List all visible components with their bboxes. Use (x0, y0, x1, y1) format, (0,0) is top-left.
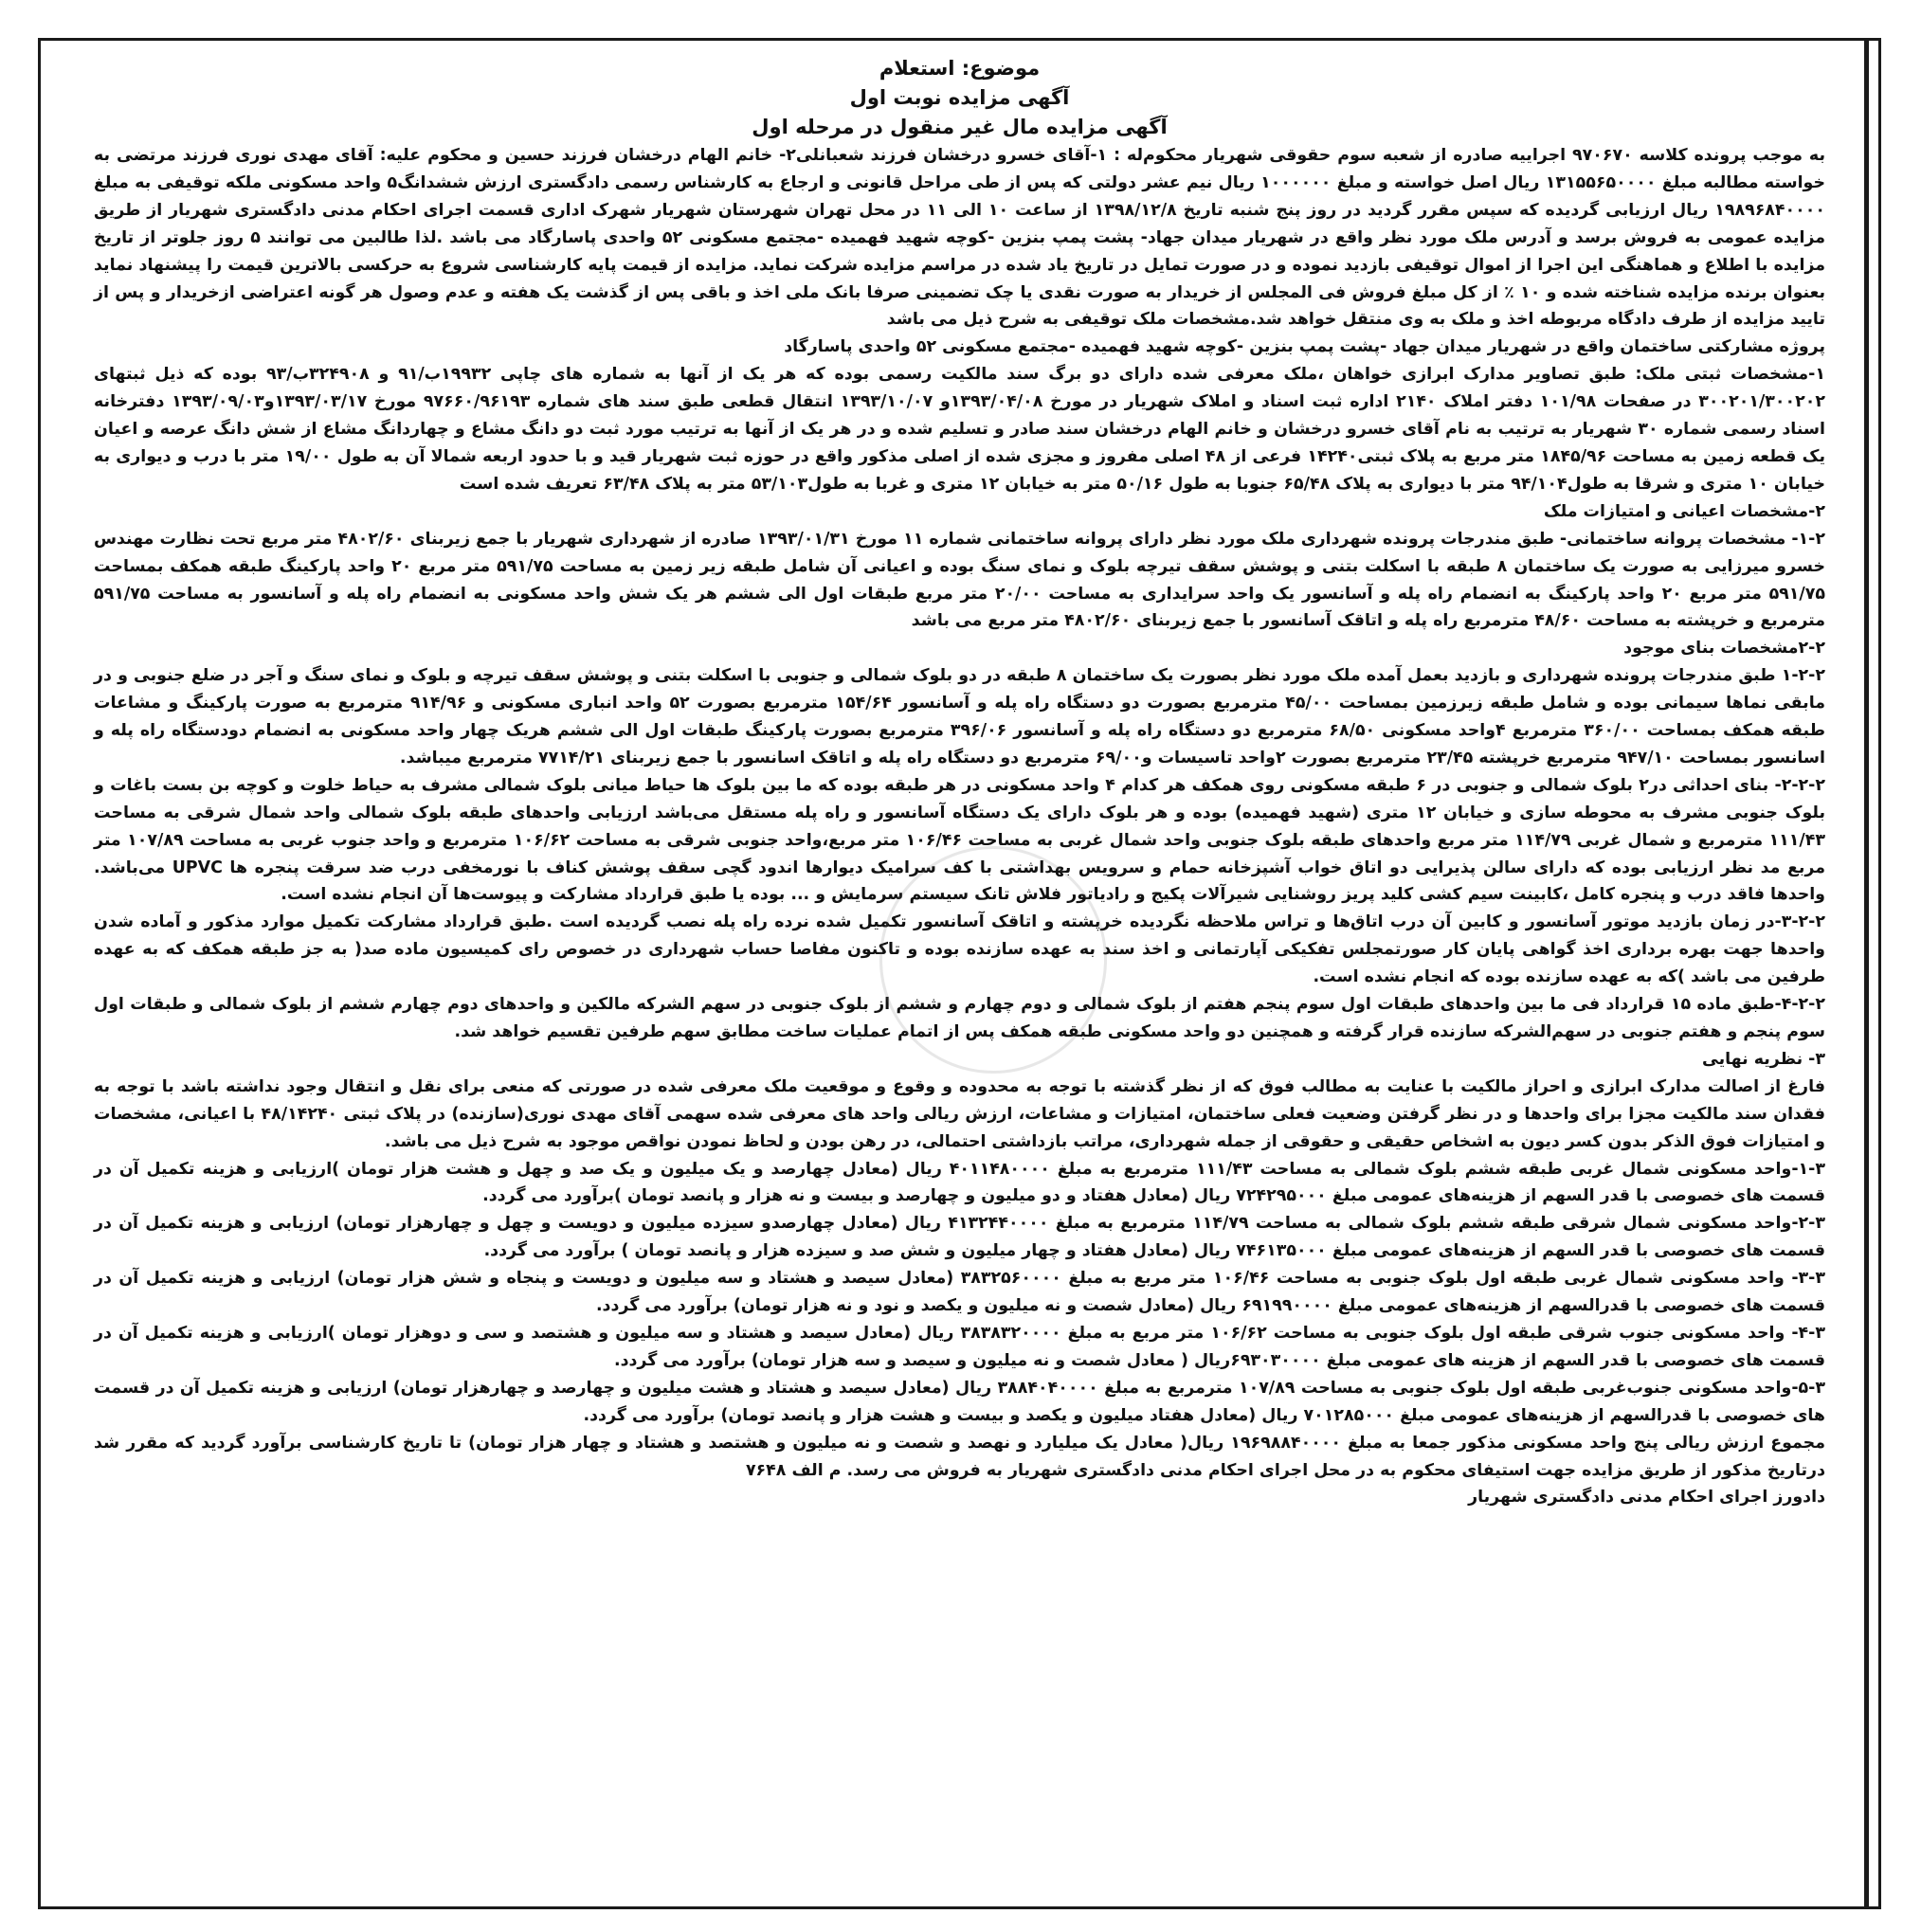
existing-building-details: ۱-۲-۲ طبق مندرجات پرونده شهرداری و بازدید بعمل آمده ملک مورد نظر بصورت یک ساختمان ۸ طبقه در دو بلوک شمالی و جنوبی با اسکلت بتنی و پوشش سقف تیرچه و بلوک و نمای سنگ و آجر در ضلع جنوبی و در مابقی نماها سیمانی بوده و شامل طبقه زیرزمین بمساحت ۴۵/۰۰ مترمربع بصورت دو دستگاه راه پله و آسانسور ۱۵۴/۶۴ مترمربع بصورت ۵۲ واحد انباری مسکونی و ۹۱۴/۹۶ مترمربع به صورت پارکینگ و مشاعات طبقه همکف بمساحت ۳۶۰/۰۰ مترمربع ۴واحد مسکونی ۶۸/۵۰ مترمربع دو دستگاه راه پله و آسانسور ۳۹۶/۰۶ مترمربع بصورت پارکینگ طبقات اول الی ششم هریک چهار واحد مسکونی به انضمام دودستگاه راه پله و اسانسور بمساحت ۹۴۷/۱۰ مترمربع خرپشته ۲۳/۴۵ مترمربع بصورت ۲واحد تاسیسات و۶۹/۰۰ مترمربع دو دستگاه راه پله و اتاقک اسانسور با جمع زیربنای ۷۷۱۴/۲۱ مترمربع میباشد. (94, 666, 1826, 767)
unit-valuation-1: ۱-۳-واحد مسکونی شمال غربی طبقه ششم بلوک شمالی به مساحت ۱۱۱/۴۳ مترمربع به مبلغ ۴۰۱۱۴۸۰۰۰۰ ریال (معادل چهارصد و یک میلیون و یک صد و چهل و هشت هزار تومان )ارزیابی و هزینه تکمیل آن در قسمت های خصوصی با قدر السهم از هزینه‌های عمومی مبلغ ۷۲۴۲۹۵۰۰۰ ریال (معادل هفتاد و دو میلیون و چهارصد و بیست و نه هزار و پانصد تومان )برآورد می گردد. (94, 1159, 1825, 1206)
blocks-description: ۲-۲-۲- بنای احداثی در۲ بلوک شمالی و جنوبی در ۶ طبقه مسکونی روی همکف هر کدام ۴ واحد مسکونی در هر طبقه بوده که ما بین بلوک ها حیاط میانی بلوک شمالی مشرف به حیاط خلوت و کوچه بن بست باغات و بلوک جنوبی مشرف به محوطه سازی و خیابان ۱۲ متری (شهید فهمیده) بوده و هر بلوک دارای یک دستگاه آسانسور و راه پله مستقل می‌باشد ارزیابی واحدهای طبقه بلوک شمالی واحد شمال شرقی به مساحت ۱۱۱/۴۳ مترمربع و شمال غربی ۱۱۴/۷۹ متر مربع واحدهای طبقه بلوک جنوبی واحد شمال غربی به مساحت ۱۰۶/۴۶ متر مربع،واحد جنوبی شرقی به مساحت ۱۰۶/۶۲ مترمربع و واحد جنوب غربی به مساحت ۱۰۷/۸۹ متر مربع مد نظر ارزیابی بوده که دارای سالن پذیرایی دو اتاق خواب آشپزخانه حمام و سرویس بهداشتی با کف سرامیک دیوارها اندود گچی سقف پوشش کناف با نورمخفی درب ضد سرقت پنجره ها UPVC می‌باشد. واحدها فاقد درب و پنجره کامل ،کابینت سیم کشی کلید پریز روشنایی شیرآلات پکیج و رادیاتور فلاش تانک سیستم سرمایش و ... بوده یا طبق قرارداد مشارکت و پیوست‌ها آن انجام نشده است. (94, 775, 1825, 905)
project-line: پروژه مشارکتی ساختمان واقع در شهریار میدان جهاد -پشت پمپ بنزین -کوچه شهید فهمیده -مجتمع مسکونی ۵۲ واحدی پاسارگاد (784, 337, 1825, 357)
registration-details: ۱-مشخصات ثبتی ملک: طبق تصاویر مدارک ابرازی خواهان ،ملک معرفی شده دارای دو برگ سند مالکیت رسمی بوده که هر یک از آنها به شماره های چاپی ۱۹۹۳۲ب/۹۱ و ۳۲۴۹۰۸ب/۹۳ بوده که ذیل ثبتهای ۳۰۰۲۰۱/۳۰۰۲۰۲ در صفحات ۱۰۱/۹۸ دفتر املاک ۲۱۴۰ اداره ثبت اسناد و املاک شهریار در مورخ ۱۳۹۳/۰۴/۰۸و ۱۳۹۳/۱۰/۰۷ انتقال قطعی طبق سند های شماره ۹۷۶۶۰/۹۶۱۹۳ مورخ ۱۳۹۳/۰۳/۱۷و۱۳۹۳/۰۹/۰۳ دفترخانه اسناد رسمی شماره ۳۰ شهریار به ترتیب به نام آقای خسرو درخشان و خانم الهام درخشان سند صادر و تسلیم شده و در هر یک از آنها به ترتیب مورد ثبت دو دانگ مشاع و چهاردانگ مشاع از شش دانگ عرصه و اعیان یک قطعه زمین به مساحت ۱۸۴۵/۹۶ متر مربع به پلاک ثبتی۱۴۲۴۰ فرعی از ۴۸ اصلی مفروز و مجزی شده از اصلی مذکور واقع در حوزه ثبت شهریار قید و با حدود اربعه شمالا آن به طول ۱۹/۰۰ متر با درب و دیواری به خیابان ۱۰ متری و شرقا به طول۹۴/۱۰۴ متر با دیواری به پلاک ۶۵/۴۸ جنوبا به طول ۵۰/۱۶ متر به خیابان ۱۲ متری و غربا به طول۵۳/۱۰۳ متر به پلاک ۶۳/۴۸ تعریف شده است (94, 365, 1825, 494)
section-3-title: ۳- نظریه نهایی (1702, 1049, 1825, 1069)
section-2-2-title: ۲-۲مشخصات بنای موجود (1623, 639, 1825, 659)
notice-page (38, 38, 1881, 1909)
final-opinion: فارغ از اصالت مدارک ابرازی و احراز مالکیت با عنایت به مطالب فوق که از نظر گذشته با توجه به محدوده و وقوع و موقعیت ملک معرفی شده در صورتی که منعی برای نقل و انتقال وجود نداشته باشد با توجه به فقدان سند مالکیت مجزا برای واحدها و در نظر گرفتن وضعیت فعلی ساختمان، امتیازات و مشاعات، ارزش ریالی واحد های معرفی شده سهمی آقای مهدی نوری(سازنده) در پلاک ثبتی ۴۸/۱۴۲۴۰ با اعیانی، مشخصات و امتیازات فوق الذکر بدون کسر دیون به اشخاص حقیقی و حقوقی از جمله شهرداری، مراتب بازداشتی احتمالی، در رهن بودن و لحاظ نمودن نواقص موجود به شرح ذیل می باشد. (94, 1076, 1825, 1151)
unit-valuation-2: ۲-۳-واحد مسکونی شمال شرقی طبقه ششم بلوک شمالی به مساحت ۱۱۴/۷۹ مترمربع به مبلغ ۴۱۳۲۴۴۰۰۰۰ ریال (معادل چهارصدو سیزده میلیون و دویست و چهل و چهارهزار تومان) ارزیابی و هزینه تکمیل آن در قسمت های خصوصی با قدر السهم از هزینه‌های عمومی مبلغ ۷۴۶۱۳۵۰۰۰ ریال (معادل هفتاد و چهار میلیون و شش صد و سیزده هزار و پانصد تومان ) برآورد می گردد. (94, 1214, 1825, 1261)
unit-valuation-5: ۵-۳-واحد مسکونی جنوب‌غربی طبقه اول بلوک جنوبی به مساحت ۱۰۷/۸۹ مترمربع به مبلغ ۳۸۸۴۰۴۰۰۰۰ ریال (معادل سیصد و هشتاد و هشت میلیون و چهارصد و چهارهزار تومان) ارزیابی و هزینه تکمیل آن در قسمت های خصوصی با قدرالسهم از هزینه‌های عمومی مبلغ ۷۰۱۲۸۵۰۰۰ ریال (معادل هفتاد میلیون و یکصد و بیست و هشت هزار و پانصد تومان) برآورد می گردد. (94, 1378, 1825, 1425)
unit-valuation-4: ۴-۳- واحد مسکونی جنوب شرقی طبقه اول بلوک جنوبی به مساحت ۱۰۶/۶۲ متر مربع به مبلغ ۳۸۳۸۳۲۰۰۰۰ ریال (معادل سیصد و هشتاد و سه میلیون و هشتصد و سی و دوهزار تومان )ارزیابی و هزینه تکمیل آن در قسمت های خصوصی با قدر السهم از هزینه های عمومی مبلغ ۶۹۳۰۳۰۰۰۰ریال ( معادل شصت و نه میلیون و سیصد و سه هزار تومان) برآورد می گردد. (94, 1323, 1825, 1370)
page-edge-border (1864, 41, 1869, 1906)
subject-line: موضوع: استعلام (879, 57, 1041, 80)
building-permit-details: ۱-۲- مشخصات پروانه ساختمانی- طبق مندرجات پرونده شهرداری ملک مورد نظر دارای پروانه ساختمانی شماره ۱۱ مورخ ۱۳۹۳/۰۱/۳۱ صادره از شهرداری شهریار با جمع زیربنای ۴۸۰۲/۶۰ متر مربع تحت نظارت مهندس خسرو میرزایی به صورت یک ساختمان ۸ طبقه با اسکلت بتنی و پوشش سقف تیرچه بلوک و نمای سنگ بوده و اعیانی آن شامل طبقه زیر زمین به مساحت ۵۹۱/۷۵ متر مربع ۲۰ واحد پارکینگ طبقه همکف بمساحت ۵۹۱/۷۵ متر مربع ۲۰ واحد پارکینگ به انضمام راه پله و آسانسور یک واحد سرایداری به مساحت ۲۰/۰۰ متر مربع طبقات اول الی ششم هر یک شش واحد مسکونی به انضمام راه پله و آسانسور به مساحت ۵۹۱/۷۵ مترمربع و خرپشته به مساحت ۴۸/۶۰ مترمربع راه پله و اتاقک آسانسور با جمع زیربنای ۴۸۰۲/۶۰ متر مربع می باشد (94, 529, 1826, 631)
contract-shares: ۴-۲-۲-طبق ماده ۱۵ قرارداد فی ما بین واحدهای طبقات اول سوم پنجم هفتم از بلوک شمالی و دوم چهارم و ششم از بلوک جنوبی در سهم الشرکه مالکین و واحدهای دوم چهارم ششم از بلوک شمالی و طبقات اول سوم پنجم و هفتم جنوبی در سهم‌الشرکه سازنده قرار گرفته و همچنین دو واحد مسکونی طبقه همکف پس از اتمام عملیات ساخت مطابق سهم طرفین تقسیم خواهد شد. (94, 995, 1825, 1041)
signature-line: دادورز اجرای احکام مدنی دادگستری شهریار (1468, 1488, 1825, 1508)
unit-valuation-3: ۳-۳- واحد مسکونی شمال غربی طبقه اول بلوک جنوبی به مساحت ۱۰۶/۴۶ متر مربع به مبلغ ۳۸۳۲۵۶۰۰۰۰ (معادل سیصد و هشتاد و سه میلیون و دویست و پنجاه و شش هزار تومان) ارزیابی و هزینه تکمیل آن در قسمت های خصوصی با قدرالسهم از هزینه‌های عمومی مبلغ ۶۹۱۹۹۰۰۰۰ ریال (معادل شصت و نه میلیون و یکصد و نود و نه هزار تومان) برآورد می گردد. (94, 1269, 1825, 1316)
notice-subtitle: آگهی مزایده مال غیر منقول در مرحله اول (752, 116, 1168, 138)
notice-title: آگهی مزایده نوبت اول (849, 86, 1070, 109)
inspection-notes: ۳-۲-۲-در زمان بازدید موتور آسانسور و کابین آن درب اتاق‌ها و تراس ملاحظه نگردیده خرپشته و اتاقک آسانسور تکمیل شده نرده راه پله نصب گردیده است .طبق قرارداد مشارکت تکمیل موارد مذکور و آماده شدن واحدها جهت بهره برداری اخذ گواهی پایان کار صورتمجلس تفکیکی آپارتمانی و اخذ سند به عهده سازنده بوده و تاکنون مفاصا حساب شهرداری در خصوص رای کمیسیون ماده صد( به جز طبقه همکف که به عهده طرفین می باشد )که به عهده سازنده بوده که انجام نشده است. (94, 912, 1825, 987)
intro-paragraph: به موجب پرونده کلاسه ۹۷۰۶۷۰ اجراییه صادره از شعبه سوم حقوقی شهریار محکوم‌له : ۱-آقای خسرو درخشان فرزند شعبانلی۲- خانم الهام درخشان فرزند حسین و محکوم علیه: آقای مهدی نوری فرزند مرتضی به خواسته مطالبه مبلغ ۱۳۱۵۵۶۵۰۰۰۰ ریال اصل خواسته و مبلغ ۱۰۰۰۰۰۰ ریال نیم عشر دولتی که پس از طی مراحل قانونی و ارجاع به کارشناس رسمی دادگستری ارزش ششدانگ۵ واحد مسکونی ملکه توقیفی به مبلغ ۱۹۸۹۶۸۴۰۰۰۰ ریال ارزیابی گردیده که سپس مقرر گردید در روز پنج شنبه تاریخ ۱۳۹۸/۱۲/۸ از ساعت ۱۰ الی ۱۱ در محل تهران شهرستان شهریار شهرک اداری قسمت اجرای احکام مدنی دادگستری شهریار از طریق مزایده عمومی به فروش برسد و آدرس ملک مورد نظر واقع در شهریار میدان جهاد- پشت پمپ بنزین -کوچه شهید فهمیده -مجتمع مسکونی ۵۲ واحدی پاسارگاد می باشد .لذا طالبین می توانند ۵ روز جلوتر از تاریخ مزایده با اطلاع و هماهنگی این اجرا از اموال توقیفی بازدید نموده و در صورت تمایل در تاریخ یاد شده در مراسم مزایده شرکت نماید. مزایده از قیمت پایه کارشناسی شروع به حرکسی بالاترین قیمت را پیشنهاد نماید بعنوان برنده مزایده شناخته شده و ۱۰ ٪ از کل مبلغ فروش فی المجلس از خریدار به صورت نقدی یا چک تضمینی صرفا بانک ملی اخذ و باقی پس از گذشت یک هفته و عدم وصول هر گونه اعتراضی ازخریدار و پس از تایید مزایده از طرف دادگاه مربوطه اخذ و ملک به وی منتقل خواهد شد.مشخصات ملک توقیفی به شرح ذیل می باشد (94, 146, 1825, 330)
total-valuation: مجموع ارزش ریالی پنج واحد مسکونی مذکور جمعا به مبلغ ۱۹۶۹۸۸۴۰۰۰۰ ریال( معادل یک میلیارد و نهصد و شصت و نه میلیون و هشتصد و هشتاد و چهار هزار تومان) تا تاریخ کارشناسی برآورد گردید که مقرر شد درتاریخ مذکور از طریق مزایده جهت استیفای محکوم به در محل اجرای احکام مدنی دادگستری شهریار به فروش می رسد. م الف ۷۶۴۸ (94, 1433, 1825, 1480)
section-2-title: ۲-مشخصات اعیانی و امتیازات ملک (1543, 501, 1825, 521)
